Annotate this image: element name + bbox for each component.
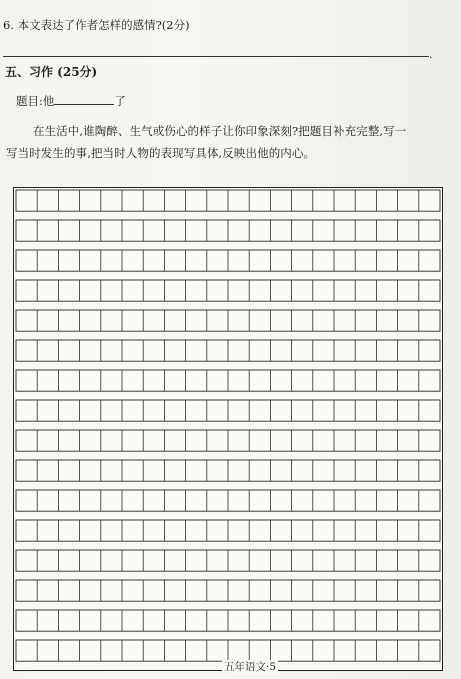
- instruction-line-2: 写当时发生的事,把当时人物的表现写具体,反映出他的内心。: [6, 146, 316, 160]
- answer-line[interactable]: [3, 56, 429, 57]
- title-blank[interactable]: [54, 92, 114, 105]
- page-footer: 五年语文·5: [224, 661, 277, 673]
- title-suffix: 了: [114, 94, 126, 108]
- title-prefix: 题目:他: [16, 94, 55, 108]
- question-6-prompt: 6. 本文表达了作者怎样的感情?(2分): [3, 18, 190, 32]
- writing-grid-cells: [14, 188, 442, 670]
- answer-end-mark: .: [429, 48, 433, 61]
- instruction-line-1: 在生活中,谁陶醉、生气或伤心的样子让你印象深刻?把题目补充完整,写一: [33, 124, 407, 138]
- writing-grid[interactable]: [13, 187, 443, 671]
- essay-title-line: [16, 92, 126, 108]
- section-heading: 五、习作 (25分): [5, 65, 98, 79]
